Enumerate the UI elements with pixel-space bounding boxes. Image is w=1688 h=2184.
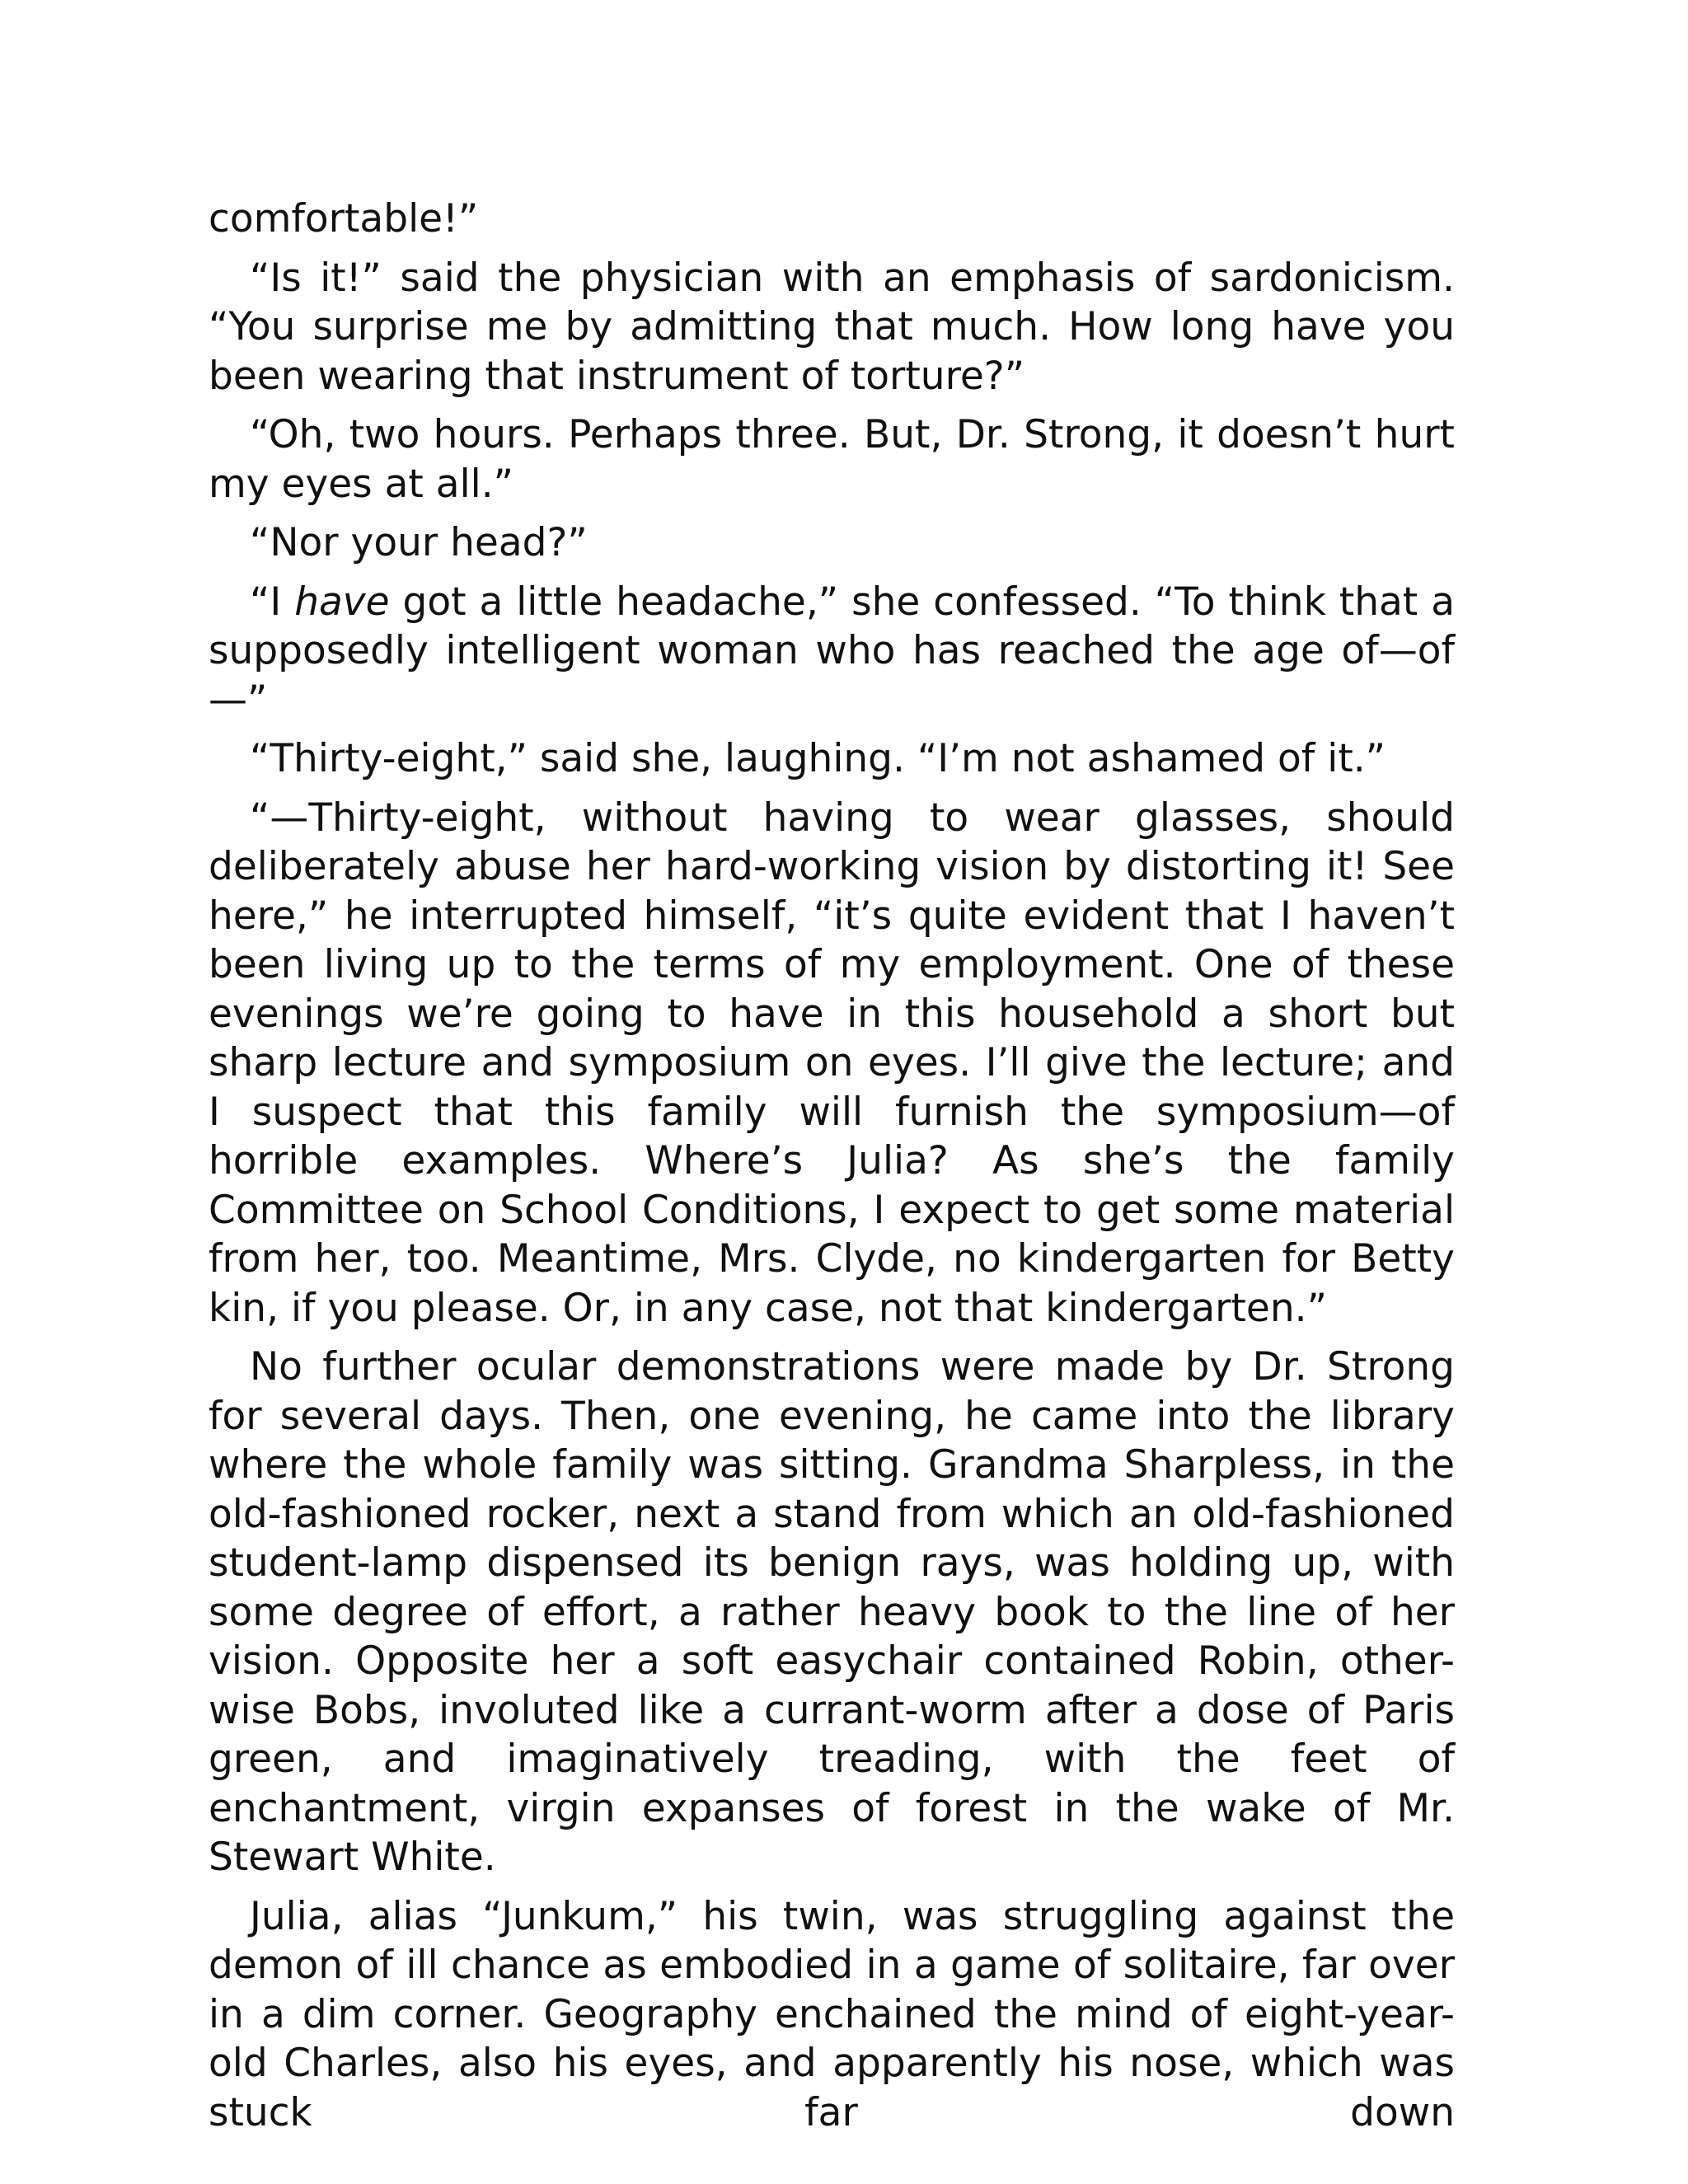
paragraph-8: No further ocular demonstrations were made by Dr. Strong for several days. Then, one evening, he came into the library where the whole family was sitting. Grandma Sharpless, in the old-fashioned rocker, next a stand from which an old-fashioned student-lamp dispensed its benign rays, was holding up, with some degree of effort, a rather heavy book to the line of her vision. Opposite her a soft easychair contained Robin, other-wise Bobs, involuted like a currant-worm after a dose of Paris green, and imaginatively treading, with the feet of enchantment, virgin expanses of forest in the wake of Mr. Stewart White. bbox=[209, 1344, 1455, 1880]
paragraph-1: comfortable!” bbox=[209, 196, 479, 241]
page-text bbox=[209, 194, 1455, 2147]
paragraph-9: Julia, alias “Junkum,” his twin, was struggling against the demon of ill chance as embodied in a game of solitaire, far over in a dim corner. Geography enchained the mind of eight-year-old Charles, also his eyes, and apparently his nose, which was stuck far down bbox=[209, 1893, 1455, 2135]
paragraph-5: “I have got a little headache,” she confessed. “To think that a supposedly intelligent woman who has reached the age of—of—” bbox=[209, 579, 1455, 723]
paragraph-6: “Thirty-eight,” said she, laughing. “I’m not ashamed of it.” bbox=[250, 736, 1386, 781]
paragraph-7: “—Thirty-eight, without having to wear glasses, should deliberately abuse her hard-working vision by distorting it! See here,” he interrupted himself, “it’s quite evident that I haven’t been living up to the terms of my employment. One of these evenings we’re going to have in this household a short but sharp lecture and symposium on eyes. I’ll give the lecture; and I suspect that this family will furnish the symposium—of horrible examples. Where’s Julia? As she’s the family Committee on School Conditions, I expect to get some material from her, too. Meantime, Mrs. Clyde, no kindergarten for Betty kin, if you please. Or, in any case, not that kindergarten.” bbox=[209, 794, 1455, 1331]
paragraph-3: “Oh, two hours. Perhaps three. But, Dr. Strong, it doesn’t hurt my eyes at all.” bbox=[209, 412, 1455, 507]
paragraph-4: “Nor your head?” bbox=[250, 520, 588, 565]
emphasis-text: have bbox=[294, 579, 390, 625]
paragraph-2: “Is it!” said the physician with an emphasis of sardonicism. “You surprise me by admitting that much. How long have you been wearing that instrument of torture?” bbox=[209, 255, 1455, 399]
